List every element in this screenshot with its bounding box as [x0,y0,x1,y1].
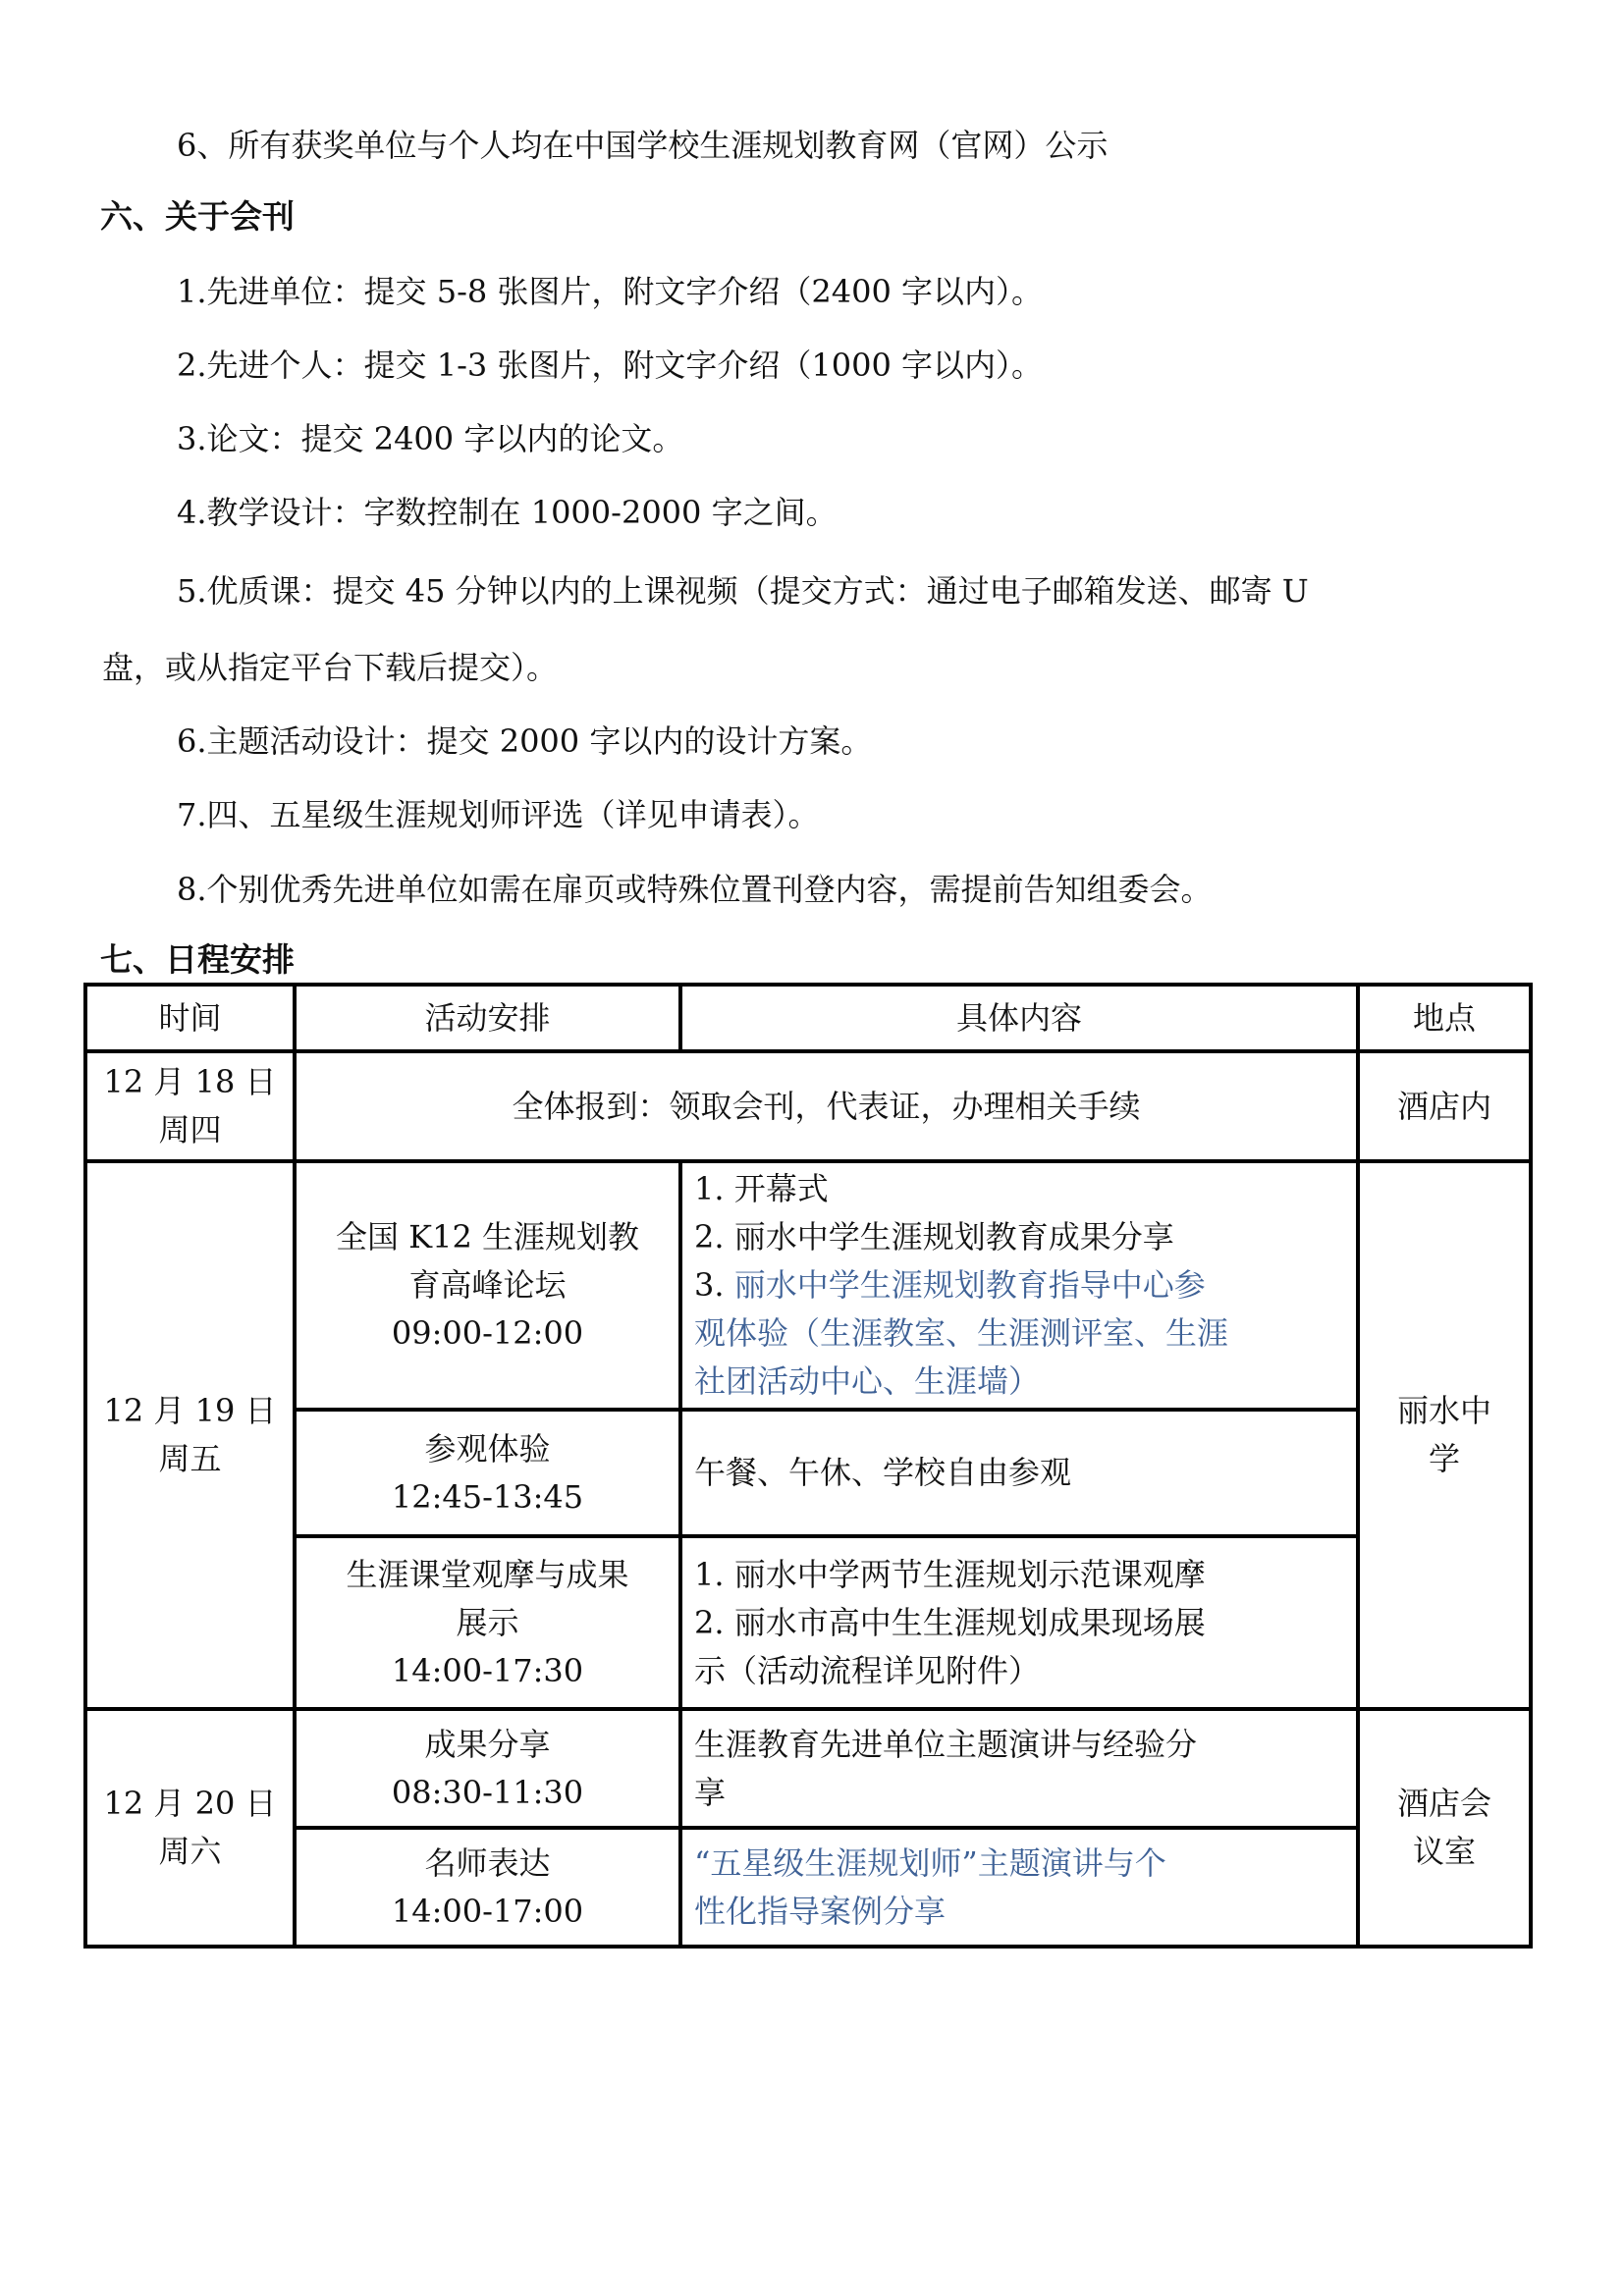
header-content: 具体内容 [955,998,1082,1037]
day3-weekday: 周六 [158,1833,222,1870]
day2-session3-content: 1. 丽水中学两节生涯规划示范课观摩 2. 丽水市高中生生涯规划成果现场展 示（活动流程详见附件） [694,1555,1206,1689]
day2-date-cell [87,1163,293,1707]
highlighted-text: 丽水中学生涯规划教育指导中心参 [733,1266,1206,1304]
journal-item-6: 6.主题活动设计：提交 2000 字以内的设计方案。 [177,722,873,760]
day3-location-cell: 酒店会 议室 [1396,1785,1491,1870]
journal-item-5: 5.优质课：提交 45 分钟以内的上课视频（提交方式：通过电子邮箱发送、邮寄 U [177,572,1309,610]
session-time: 09:00-12:00 [391,1314,584,1352]
journal-item-2: 2.先进个人：提交 1-3 张图片，附文字介绍（1000 字以内）。 [177,347,1044,384]
schedule-table [83,983,1529,1947]
highlighted-text: “五星级生涯规划师”主题演讲与个 [694,1843,1166,1882]
day3-date-cell [87,1711,293,1945]
header-activity: 活动安排 [424,998,551,1037]
day2-session2-activity: 参观体验 12:45-13:45 [297,1412,678,1534]
journal-item-1: 1.先进单位：提交 5-8 张图片，附文字介绍（2400 字以内）。 [177,273,1044,310]
day2-session2-content: 午餐、午休、学校自由参观 [694,1454,1072,1491]
day2-session3-activity: 生涯课堂观摩与成果 展示 14:00-17:30 [297,1538,678,1707]
header-time: 时间 [158,998,222,1037]
day1-content-cell: 全体报到：领取会刊，代表证，办理相关手续 [512,1087,1141,1125]
journal-item-7: 7.四、五星级生涯规划师评选（详见申请表）。 [177,796,820,833]
day3-session2-content: “五星级生涯规划师”主题演讲与个 性化指导案例分享 [682,1830,1356,1945]
journal-item-4: 4.教学设计：字数控制在 1000-2000 字之间。 [177,494,838,531]
day2-session1-content: 1. 开幕式 2. 丽水中学生涯规划教育成果分享 3. 丽水中学生涯规划教育指导中心参 观体验（生涯教室、生涯测评室、生涯 社团活动中心、生涯墙） [694,1170,1229,1400]
section-heading-schedule: 七、日程安排 [100,940,295,979]
day3-session1-activity: 成果分享 08:30-11:30 [297,1711,678,1826]
table-border-right [1529,983,1533,1949]
session-time: 14:00-17:00 [391,1892,584,1930]
day2-weekday: 周五 [158,1440,222,1477]
day1-date: 12 月 18 日 [103,1063,277,1100]
day2-session1-activity: 全国 K12 生涯规划教 育高峰论坛 09:00-12:00 [297,1163,678,1408]
header-location: 地点 [1412,998,1476,1037]
intro-item-6: 6、所有获奖单位与个人均在中国学校生涯规划教育网（官网）公示 [177,127,1109,164]
day1-date-cell [87,1053,293,1159]
day1-weekday: 周四 [158,1111,222,1148]
table-border-bottom [83,1945,1533,1949]
section-heading-journal: 六、关于会刊 [100,197,295,236]
journal-item-8: 8.个别优秀先进单位如需在扉页或特殊位置刊登内容，需提前告知组委会。 [177,871,1213,908]
session-time: 12:45-13:45 [391,1477,584,1516]
day3-session1-content: 生涯教育先进单位主题演讲与经验分 享 [694,1725,1198,1811]
session-time: 14:00-17:30 [391,1651,584,1689]
day2-location-cell: 丽水中 学 [1396,1392,1491,1477]
day2-date: 12 月 19 日 [103,1392,277,1429]
journal-item-5-continued: 盘，或从指定平台下载后提交）。 [102,649,559,686]
session-time: 08:30-11:30 [391,1773,584,1811]
day3-session2-activity: 名师表达 14:00-17:00 [297,1830,678,1945]
day1-location-cell: 酒店内 [1396,1087,1491,1125]
journal-item-3: 3.论文：提交 2400 字以内的论文。 [177,420,684,457]
day3-date: 12 月 20 日 [103,1785,277,1822]
